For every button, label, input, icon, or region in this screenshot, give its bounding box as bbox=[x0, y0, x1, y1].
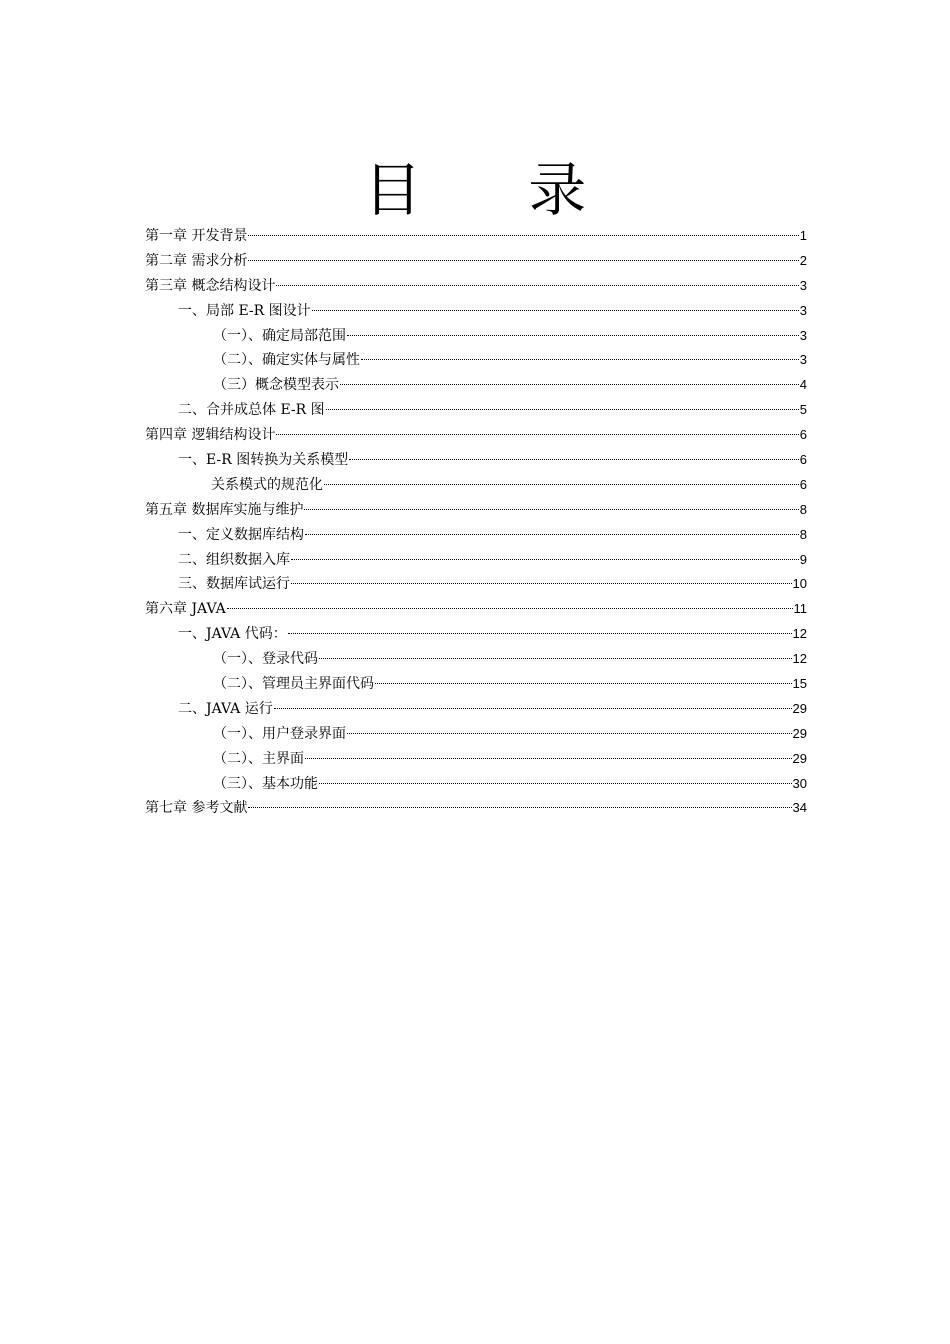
toc-page-number: 9 bbox=[799, 551, 807, 567]
toc-dot-leader bbox=[347, 733, 792, 734]
toc-entry[interactable] bbox=[145, 423, 807, 448]
toc-entry-text: 一、E-R 图转换为关系模型 bbox=[178, 452, 349, 469]
toc-dot-leader bbox=[248, 260, 798, 261]
toc-dot-leader bbox=[248, 235, 798, 236]
toc-dot-leader bbox=[227, 608, 793, 609]
toc-entry-text: （二）、主界面 bbox=[213, 750, 304, 767]
toc-entry[interactable] bbox=[145, 597, 807, 622]
toc-page-number: 10 bbox=[792, 576, 807, 592]
toc-page-number: 3 bbox=[799, 352, 807, 368]
toc-dot-leader bbox=[305, 534, 799, 535]
toc-dot-leader bbox=[291, 583, 792, 584]
toc-dot-leader bbox=[361, 359, 799, 360]
toc-entry-text: 第四章 逻辑结构设计 bbox=[145, 427, 276, 444]
toc-entry[interactable] bbox=[145, 722, 807, 747]
toc-dot-leader bbox=[319, 658, 792, 659]
toc-page-number: 3 bbox=[799, 327, 807, 343]
toc-dot-leader bbox=[288, 633, 792, 634]
toc-dot-leader bbox=[312, 310, 799, 311]
toc-entry-text: （一）、确定局部范围 bbox=[213, 327, 346, 344]
toc-entry[interactable] bbox=[145, 398, 807, 423]
toc-page-number: 30 bbox=[792, 775, 807, 791]
table-of-contents bbox=[145, 224, 807, 821]
toc-entry-text: （一）、用户登录界面 bbox=[213, 725, 346, 742]
toc-page-number: 12 bbox=[792, 626, 807, 642]
toc-page-number: 29 bbox=[792, 750, 807, 766]
toc-entry-text: 一、JAVA 代码： bbox=[178, 626, 287, 643]
toc-entry[interactable] bbox=[145, 672, 807, 697]
toc-page-number: 5 bbox=[799, 402, 807, 418]
toc-entry-text: （三）、基本功能 bbox=[213, 775, 318, 792]
toc-page-number: 11 bbox=[793, 601, 807, 617]
toc-entry-text: 二、JAVA 运行 bbox=[178, 700, 273, 717]
toc-page-number: 3 bbox=[799, 302, 807, 318]
toc-entry-text: 关系模式的规范化 bbox=[211, 476, 323, 493]
toc-page-number: 6 bbox=[799, 476, 807, 492]
toc-entry[interactable] bbox=[145, 572, 807, 597]
toc-entry-text: 一、局部 E-R 图设计 bbox=[178, 302, 311, 319]
toc-entry[interactable] bbox=[145, 348, 807, 373]
toc-page-number: 8 bbox=[799, 526, 807, 542]
toc-entry-text: （三）概念模型表示 bbox=[213, 377, 339, 394]
toc-dot-leader bbox=[276, 285, 798, 286]
toc-entry[interactable] bbox=[145, 249, 807, 274]
toc-entry-text: 第七章 参考文献 bbox=[145, 800, 248, 817]
toc-entry-text: 一、定义数据库结构 bbox=[178, 526, 304, 543]
toc-page-number: 1 bbox=[799, 228, 807, 243]
toc-entry-text: 第六章 JAVA bbox=[145, 601, 226, 618]
toc-entry[interactable] bbox=[145, 747, 807, 772]
toc-page-number: 34 bbox=[792, 800, 807, 816]
toc-page-number: 29 bbox=[792, 700, 807, 716]
toc-entry-text: 第二章 需求分析 bbox=[145, 252, 248, 269]
toc-dot-leader bbox=[324, 484, 799, 485]
toc-entry[interactable] bbox=[145, 622, 807, 647]
toc-dot-leader bbox=[340, 384, 799, 385]
toc-entry[interactable] bbox=[145, 373, 807, 398]
toc-entry-text: （二）、管理员主界面代码 bbox=[213, 676, 374, 693]
toc-entry[interactable] bbox=[145, 448, 807, 473]
toc-entry[interactable] bbox=[145, 697, 807, 722]
toc-dot-leader bbox=[304, 509, 798, 510]
toc-page-number: 29 bbox=[792, 725, 807, 741]
toc-entry-text: 二、组织数据入库 bbox=[178, 551, 290, 568]
toc-entry-text: （一）、登录代码 bbox=[213, 651, 318, 668]
toc-dot-leader bbox=[291, 559, 799, 560]
toc-dot-leader bbox=[305, 758, 792, 759]
toc-dot-leader bbox=[375, 683, 792, 684]
toc-page-number: 3 bbox=[799, 277, 807, 293]
toc-entry[interactable] bbox=[145, 498, 807, 523]
toc-entry[interactable] bbox=[145, 324, 807, 349]
toc-dot-leader bbox=[347, 335, 799, 336]
toc-page-number: 4 bbox=[799, 377, 807, 393]
toc-entry-text: 二、合并成总体 E-R 图 bbox=[178, 402, 325, 419]
toc-entry[interactable] bbox=[145, 224, 807, 249]
toc-dot-leader bbox=[248, 807, 791, 808]
toc-page-number: 6 bbox=[799, 427, 807, 443]
toc-page-number: 2 bbox=[799, 252, 807, 268]
toc-entry[interactable] bbox=[145, 647, 807, 672]
toc-page-number: 12 bbox=[792, 651, 807, 667]
page-title: 目 录 bbox=[363, 156, 631, 224]
toc-entry-text: 第五章 数据库实施与维护 bbox=[145, 501, 304, 518]
toc-entry-text: 第一章 开发背景 bbox=[145, 228, 248, 244]
toc-entry[interactable] bbox=[145, 274, 807, 299]
toc-entry-text: 第三章 概念结构设计 bbox=[145, 277, 276, 294]
toc-dot-leader bbox=[326, 409, 799, 410]
toc-entry[interactable] bbox=[145, 473, 807, 498]
toc-entry[interactable] bbox=[145, 548, 807, 573]
toc-entry[interactable] bbox=[145, 796, 807, 821]
toc-dot-leader bbox=[274, 708, 792, 709]
toc-entry-text: 三、数据库试运行 bbox=[178, 576, 290, 593]
toc-dot-leader bbox=[276, 434, 798, 435]
toc-page-number: 6 bbox=[799, 452, 807, 468]
toc-page-number: 8 bbox=[799, 501, 807, 517]
toc-entry[interactable] bbox=[145, 523, 807, 548]
toc-page-number: 15 bbox=[792, 676, 807, 692]
toc-dot-leader bbox=[319, 783, 792, 784]
toc-entry-text: （二）、确定实体与属性 bbox=[213, 352, 360, 369]
toc-dot-leader bbox=[349, 459, 799, 460]
toc-entry[interactable] bbox=[145, 299, 807, 324]
toc-entry[interactable] bbox=[145, 772, 807, 797]
